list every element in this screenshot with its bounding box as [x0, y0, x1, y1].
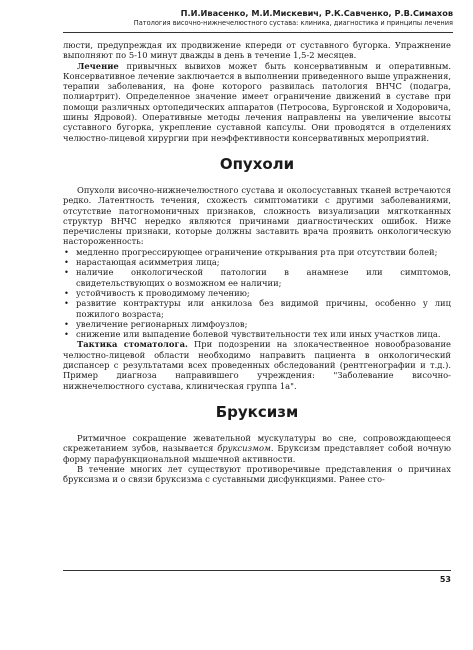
- paragraph-tumors: Опухоли височно-нижнечелюстного сустава и околосуставных тканей встречаются редко. Латентность течения, схожесть симптоматики с другими заболеваниями, отсутствие патогномоничных признаков, сложность визуализации мягкотканных структур ВНЧС нередко являются причинами диагностических ошибок. Ниже перечислены признаки, которые должны заставить врача проявить онкологическую настороженность:: [63, 184, 451, 247]
- paragraph-bruxism-definition: [63, 433, 451, 464]
- tumor-signs-list: [63, 247, 451, 340]
- running-header: [60, 8, 453, 28]
- section-heading-tumors: Опухоли: [219, 154, 295, 173]
- paragraph-bruxism-causes: В течение многих лет существуют противоречивые представления о причинах бруксизма и о связи бруксизма с суставными дисфункциями. Ранее сто-: [63, 463, 451, 485]
- list-item: • развитие контрактуры или анкилоза без видимой причины, особенно у лиц пожилого возраста;: [63, 298, 451, 319]
- list-item: • устойчивость к проводимому лечению;: [63, 288, 451, 298]
- treatment-text: привычных вывихов может быть консервативным и оперативным. Консервативное лечение заключается в выполнении приведенного выше упражнения, терапии заболевания, на фоне которого развилась патология ВНЧС (подагра, полиартрит). Определенное значение имеет ограничение движений в суставе при помощи различных ортопедических аппаратов (Петросова, Бургонской и Ходоровича, шины Ядровой). Оперативные методы лечения направлены на увеличение высоты суставного бугорка, укрепление суставной капсулы. Они проводятся в отделениях челюстно-лицевой хирургии при неэффективности консервативных мероприятий.: [63, 60, 451, 143]
- list-item: • наличие онкологической патологии в анамнезе или симптомов, свидетельствующих о возможном ее наличии;: [63, 267, 451, 288]
- paragraph-treatment: [63, 61, 451, 143]
- list-item: • увеличение регионарных лимфоузлов;: [63, 319, 451, 329]
- tactics-text: При подозрении на злокачественное новообразование челюстно-лицевой области необходимо направить пациента в онкологический диспансер с результатами всех проведенных обследований (рентгенографии и т.д.). Пример диагноза направившего учреждения: "Заболевание височно-нижнечелюстного сустава, клиническая группа 1а".: [63, 339, 451, 391]
- page-body: [63, 40, 451, 484]
- bruxism-def-text: Ритмичное сокращение жевательной мускулатуры во сне, сопровождающееся скрежетанием зубов, называется: [63, 432, 451, 454]
- list-item: • медленно прогрессирующее ограничение открывания рта при отсутствии болей;: [63, 247, 451, 257]
- bruxism-term: бруксизмом: [217, 443, 271, 454]
- page-number: 53: [439, 575, 451, 584]
- header-authors: П.И.Ивасенко, М.И.Мискевич, Р.К.Савченко, Р.В.Симахов: [180, 8, 453, 18]
- section-heading-bruxism: Бруксизм: [215, 402, 299, 421]
- list-item: • снижение или выпадение болевой чувствительности тех или иных участков лица.: [63, 329, 451, 339]
- treatment-lead: Лечение: [77, 60, 119, 71]
- bruxism-def-text-end: . Бруксизм представляет собой ночную форму парафункциональной мышечной активности.: [63, 443, 451, 464]
- header-divider: [63, 32, 453, 33]
- list-item: • нарастающая асимметрия лица;: [63, 257, 451, 267]
- footer-divider: [63, 570, 451, 571]
- paragraph-continuation: люсти, предупреждая их продвижение кпереди от суставного бугорка. Упражнение выполняют по 5-10 минут дважды в день в течение 1,5-2 месяцев.: [63, 40, 451, 61]
- paragraph-tactics: [63, 339, 451, 390]
- header-subtitle: Патология височно-нижнечелюстного сустава: клиника, диагностика и принципы лечения: [133, 19, 453, 27]
- tactics-lead: Тактика стоматолога.: [77, 339, 188, 350]
